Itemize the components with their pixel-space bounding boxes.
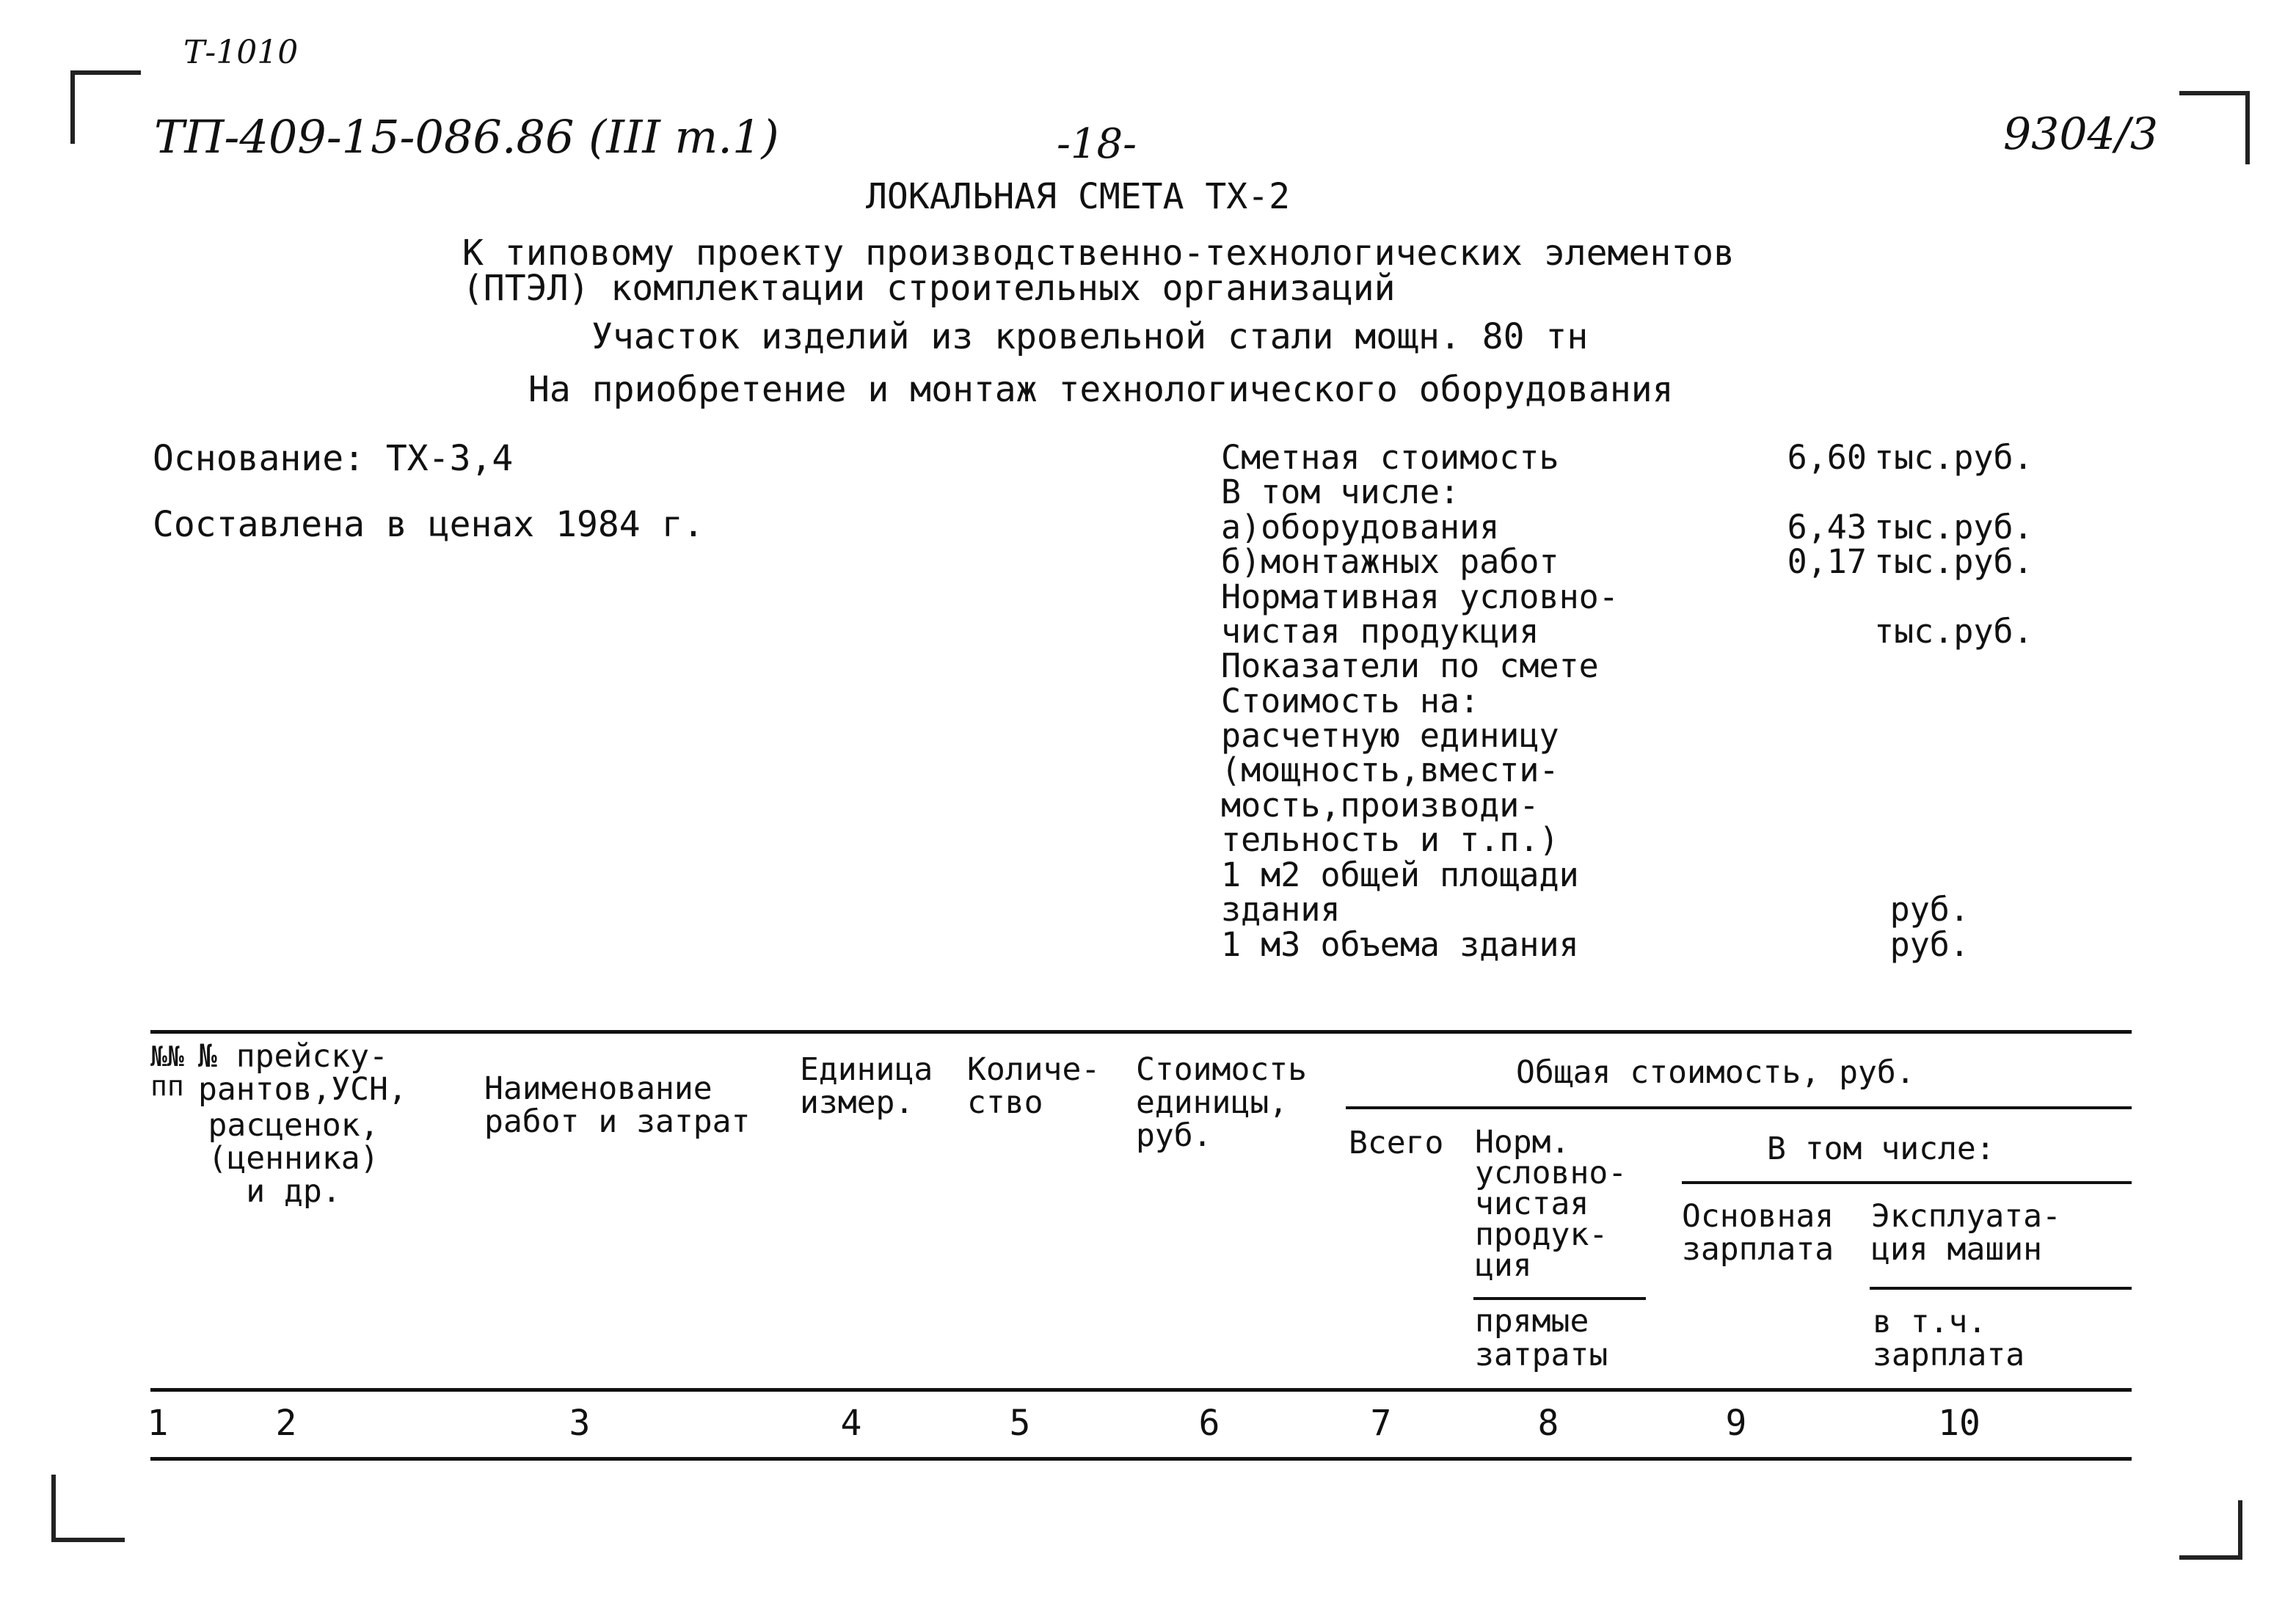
col5-header: Количе- ство — [967, 1051, 1101, 1121]
corner-mark-bottom-left — [51, 1538, 125, 1542]
col6-header: Стоимость единицы, руб. — [1136, 1051, 1307, 1154]
column-number: 6 — [1198, 1403, 1220, 1444]
table-rule-numbers-bottom — [150, 1457, 2132, 1461]
summary-label: Стоимость на: — [1221, 682, 1480, 720]
column-number: 9 — [1725, 1403, 1747, 1444]
project-code: ТП-409-15-086.86 (III т.1) — [154, 110, 779, 164]
stamp-code: Т-1010 — [183, 34, 299, 71]
table-rule-header-bottom — [150, 1388, 2132, 1392]
summary-unit: руб. — [1889, 890, 1969, 929]
summary-unit: тыс.руб. — [1874, 508, 2033, 547]
prices-line: Составлена в ценах 1984 г. — [153, 504, 704, 545]
column-number: 5 — [1009, 1403, 1031, 1444]
column-number: 7 — [1370, 1403, 1392, 1444]
column-number: 8 — [1537, 1403, 1559, 1444]
summary-label: Сметная стоимость — [1221, 438, 1559, 477]
summary-label: В том числе: — [1221, 472, 1460, 511]
summary-label: здания — [1221, 890, 1341, 929]
purpose-title: На приобретение и монтаж технологического оборудования — [528, 369, 1674, 410]
summary-label: чистая продукция — [1221, 612, 1539, 651]
incl-header: В том числе: — [1767, 1131, 1995, 1167]
summary-label: б)монтажных работ — [1221, 542, 1559, 581]
corner-mark-bottom-left — [51, 1475, 56, 1541]
col9-header: Основная зарплата — [1682, 1198, 1834, 1268]
table-rule-top — [150, 1030, 2132, 1034]
col8-header: Норм. условно- чистая продук- ция — [1475, 1124, 1628, 1284]
col7-header: Всего — [1349, 1125, 1444, 1161]
corner-mark-top-right — [2179, 91, 2250, 95]
summary-value: 0,17 — [1787, 542, 1867, 581]
corner-mark-bottom-right — [2179, 1555, 2242, 1560]
column-number: 2 — [275, 1403, 297, 1444]
column-number: 4 — [840, 1403, 862, 1444]
section-title: Участок изделий из кровельной стали мощн. 80 тн — [591, 316, 1589, 357]
summary-value: 6,60 — [1787, 438, 1867, 477]
summary-unit: руб. — [1889, 925, 1969, 964]
corner-mark-top-left — [70, 70, 141, 75]
column-number: 1 — [147, 1403, 169, 1444]
col3-header: Наименование работ и затрат — [484, 1070, 751, 1140]
summary-label: 1 м2 общей площади — [1221, 855, 1579, 894]
page-number: -18- — [1057, 120, 1137, 168]
summary-label: Нормативная условно- — [1221, 577, 1619, 616]
summary-label: (мощность,вмести- — [1221, 751, 1559, 789]
archive-number: 9304/3 — [2003, 109, 2159, 160]
total-group-header: Общая стоимость, руб. — [1516, 1054, 1915, 1091]
table-rule-col8-sub — [1473, 1297, 1646, 1300]
column-number: 10 — [1938, 1403, 1980, 1444]
corner-mark-top-left — [70, 70, 75, 144]
corner-mark-bottom-right — [2238, 1500, 2242, 1559]
summary-unit: тыс.руб. — [1874, 612, 2033, 651]
summary-block — [1221, 440, 2058, 968]
subtitle-line-2: (ПТЭЛ) комплектации строительных организаций — [462, 268, 1396, 309]
summary-unit: тыс.руб. — [1874, 542, 2033, 581]
col1-header: №№ пп — [150, 1040, 184, 1102]
column-number: 3 — [569, 1403, 591, 1444]
basis-line: Основание: ТХ-3,4 — [153, 438, 514, 479]
col2-header-a: № прейску- рантов,УСН, — [198, 1038, 407, 1108]
summary-label: Показатели по смете — [1221, 646, 1599, 685]
summary-label: расчетную единицу — [1221, 716, 1559, 755]
corner-mark-top-right — [2245, 91, 2250, 164]
summary-label: мость,производи- — [1221, 786, 1539, 825]
col10-sub-header: в т.ч. зарплата — [1873, 1304, 2025, 1373]
summary-value: 6,43 — [1787, 508, 1867, 547]
summary-label: тельность и т.п.) — [1221, 820, 1559, 859]
summary-label: а)оборудования — [1221, 508, 1500, 547]
table-rule-col10-sub — [1870, 1287, 2132, 1290]
col8-sub-header: прямые затраты — [1475, 1303, 1608, 1373]
table-rule-incl-group — [1682, 1181, 2132, 1184]
table-rule-total-group — [1346, 1106, 2132, 1109]
subtitle-line-1: К типовому проекту производственно-технологических элементов — [462, 233, 1735, 274]
col2-header-b: расценок, (ценника) и др. — [208, 1107, 379, 1210]
col10-header: Эксплуата- ция машин — [1871, 1198, 2061, 1268]
page-title: ЛОКАЛЬНАЯ СМЕТА ТХ-2 — [866, 176, 1290, 217]
summary-unit: тыс.руб. — [1874, 438, 2033, 477]
col4-header: Единица измер. — [800, 1051, 933, 1121]
summary-label: 1 м3 объема здания — [1221, 925, 1579, 964]
